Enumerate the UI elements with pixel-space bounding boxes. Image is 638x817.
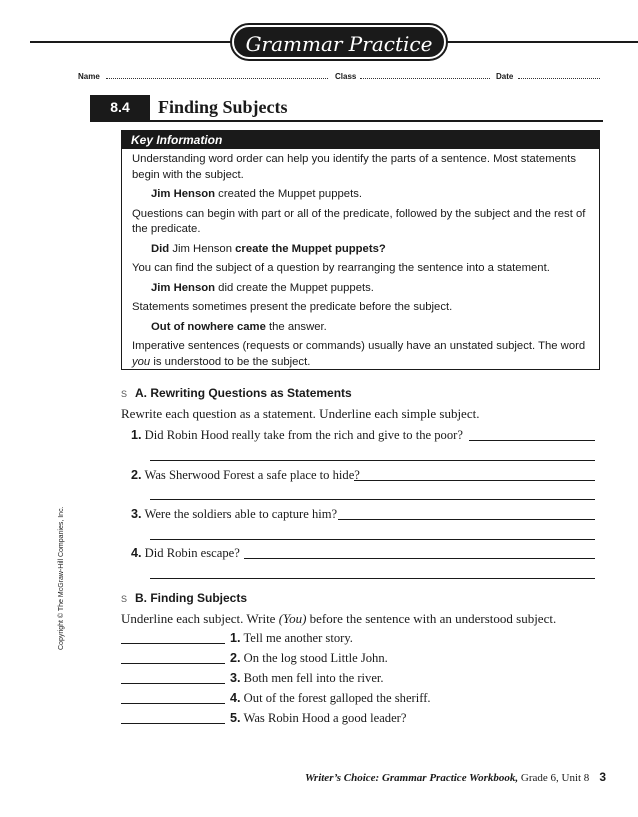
answer-blank[interactable]	[121, 643, 225, 644]
class-field[interactable]	[360, 78, 490, 79]
answer-line[interactable]	[150, 539, 595, 540]
item-text: Both men fell into the river.	[243, 671, 384, 685]
name-field[interactable]	[106, 78, 328, 79]
example-subject: Jim Henson	[151, 188, 216, 200]
key-paragraph-4: Statements sometimes present the predicate before the subject.	[132, 301, 453, 313]
question-text: Did Robin Hood really take from the rich and give to the poor?	[144, 428, 463, 442]
key-paragraph-2: Questions can begin with part or all of the predicate, followed by the subject and the rest of the predicate.	[132, 207, 586, 235]
paragraph-text: is understood to be the subject.	[150, 355, 311, 368]
item-number: 1.	[230, 631, 241, 645]
instructions-italic: (You)	[278, 611, 307, 626]
example-rest: did create the Muppet puppets.	[215, 281, 374, 294]
question-item	[131, 428, 463, 443]
section-b-instructions	[121, 611, 556, 627]
answer-blank[interactable]	[121, 663, 225, 664]
key-paragraph-1: Understanding word order can help you identify the parts of a sentence. Most statements begin with the subject.	[132, 153, 576, 181]
example-subject: Jim Henson	[169, 242, 236, 255]
section-a-instructions: Rewrite each question as a statement. Underline each simple subject.	[121, 406, 480, 421]
item-text: On the log stood Little John.	[243, 651, 388, 665]
item-text: Tell me another story.	[243, 631, 353, 645]
question-text: Was Sherwood Forest a safe place to hide?	[144, 468, 360, 482]
key-example-2	[132, 242, 590, 258]
section-a-title: A. Rewriting Questions as Statements	[135, 386, 352, 400]
answer-line[interactable]	[338, 519, 595, 520]
question-item	[131, 468, 360, 483]
section-marker: S	[121, 594, 128, 604]
question-number: 3.	[131, 507, 142, 521]
question-text: Did Robin escape?	[144, 546, 240, 560]
section-b-heading	[121, 591, 247, 605]
subject-item	[230, 631, 353, 646]
answer-blank[interactable]	[121, 683, 225, 684]
key-example-4	[132, 320, 590, 336]
answer-line[interactable]	[150, 499, 595, 500]
item-text: Out of the forest galloped the sheriff.	[243, 691, 431, 705]
example-predicate-rest: create the Muppet puppets?	[235, 242, 386, 255]
key-information-heading: Key Information	[122, 131, 599, 149]
example-subject: Jim Henson	[151, 281, 216, 294]
key-paragraph-5	[132, 339, 590, 370]
example-predicate: Out of nowhere came	[151, 320, 266, 333]
item-number: 4.	[230, 691, 241, 705]
lesson-rule	[90, 120, 603, 122]
question-number: 2.	[131, 468, 142, 482]
answer-blank[interactable]	[121, 723, 225, 724]
paragraph-text: Imperative sentences (requests or commands) usually have an unstated subject. The word	[132, 340, 586, 352]
instructions-text: before the sentence with an understood subject.	[306, 611, 557, 626]
answer-line[interactable]	[354, 480, 595, 481]
footer-book-title: Writer’s Choice: Grammar Practice Workbook,	[304, 772, 519, 784]
subject-item	[230, 711, 406, 726]
key-information-box	[121, 130, 600, 370]
italic-word: you	[132, 355, 151, 368]
item-number: 2.	[230, 651, 241, 665]
key-example-1	[132, 187, 590, 203]
date-label: Date	[496, 72, 514, 81]
class-label: Class	[335, 72, 357, 81]
example-rest: created the Muppet puppets.	[215, 188, 362, 200]
section-a-heading	[121, 386, 352, 400]
name-label: Name	[78, 72, 100, 81]
question-number: 4.	[131, 546, 142, 560]
answer-line[interactable]	[244, 558, 595, 559]
question-item	[131, 546, 240, 561]
subject-item	[230, 671, 384, 686]
question-number: 1.	[131, 428, 142, 442]
key-example-3	[132, 281, 590, 297]
page-banner-title: Grammar Practice	[232, 25, 446, 59]
answer-line[interactable]	[150, 460, 595, 461]
subject-item	[230, 691, 431, 706]
answer-line[interactable]	[469, 440, 595, 441]
section-b-title: B. Finding Subjects	[135, 591, 248, 605]
example-predicate-part: Did	[151, 242, 170, 255]
section-marker: S	[121, 389, 128, 399]
question-item	[131, 507, 337, 522]
footer-grade-unit: Grade 6, Unit 8	[518, 772, 590, 784]
copyright-notice: Copyright © The McGraw-Hill Companies, Inc.	[58, 506, 65, 650]
example-rest: the answer.	[265, 320, 327, 333]
item-text: Was Robin Hood a good leader?	[243, 711, 407, 725]
question-text: Were the soldiers able to capture him?	[144, 507, 338, 521]
answer-line[interactable]	[150, 578, 595, 579]
answer-blank[interactable]	[121, 703, 225, 704]
key-paragraph-3: You can find the subject of a question by rearranging the sentence into a statement.	[132, 262, 550, 274]
page-footer	[305, 770, 606, 784]
item-number: 3.	[230, 671, 241, 685]
item-number: 5.	[230, 711, 241, 725]
instructions-text: Underline each subject. Write	[121, 611, 279, 626]
lesson-title: Finding Subjects	[158, 97, 288, 117]
lesson-number: 8.4	[90, 95, 150, 120]
date-field[interactable]	[518, 78, 600, 79]
page-number: 3	[599, 770, 606, 784]
subject-item	[230, 651, 388, 666]
